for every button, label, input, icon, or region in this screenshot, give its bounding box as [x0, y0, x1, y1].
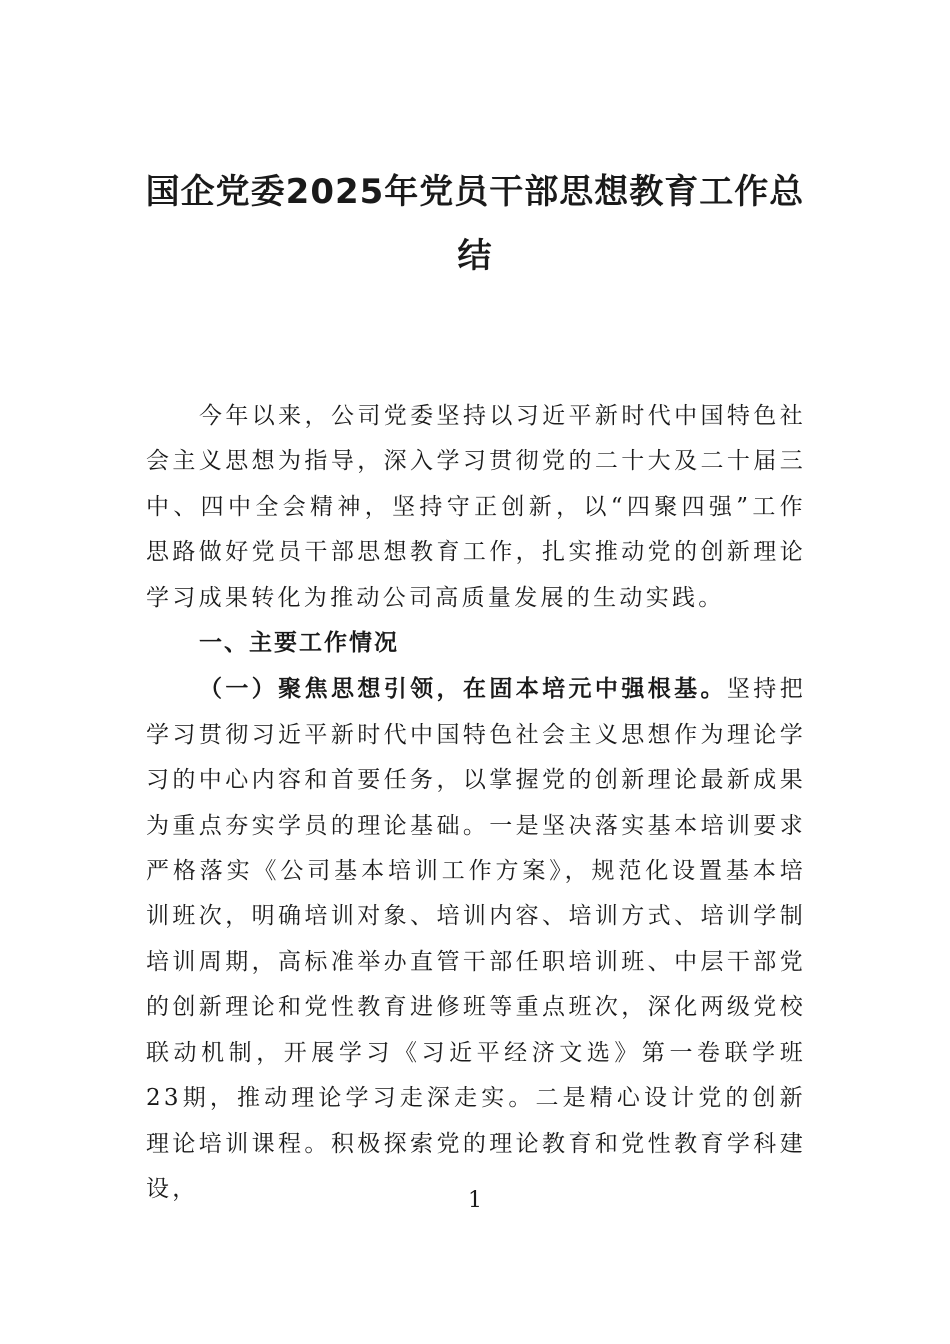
page-number: 1 — [468, 1188, 482, 1213]
subsection-heading: （一）聚焦思想引领，在固本培元中强根基。 — [199, 675, 727, 703]
document-body — [146, 394, 806, 1212]
subsection-paragraph — [146, 666, 806, 1212]
subsection-body: 坚持把学习贯彻习近平新时代中国特色社会主义思想作为理论学习的中心内容和首要任务，以掌握党的创新理论最新成果为重点夯实学员的理论基础。一是坚决落实基本培训要求严格落实《公司基本培训工作方案》，规范化设置基本培训班次，明确培训对象、培训内容、培训方式、培训学制培训周期，高标准举办直管干部任职培训班、中层干部党的创新理论和党性教育进修班等重点班次，深化两级党校联动机制，开展学习《习近平经济文选》第一卷联学班23期，推动理论学习走深走实。二是精心设计党的创新理论培训课程。积极探索党的理论教育和党性教育学科建设， — [146, 676, 806, 1202]
title-line-1: 国企党委2025年党员干部思想教育工作总 — [145, 172, 805, 212]
document-title — [140, 160, 810, 288]
title-line-2: 结 — [457, 236, 493, 276]
intro-paragraph: 今年以来，公司党委坚持以习近平新时代中国特色社会主义思想为指导，深入学习贯彻党的二十大及二十届三中、四中全会精神，坚持守正创新，以“四聚四强”工作思路做好党员干部思想教育工作，扎实推动党的创新理论学习成果转化为推动公司高质量发展的生动实践。 — [146, 403, 806, 611]
section-heading: 一、主要工作情况 — [199, 630, 399, 657]
